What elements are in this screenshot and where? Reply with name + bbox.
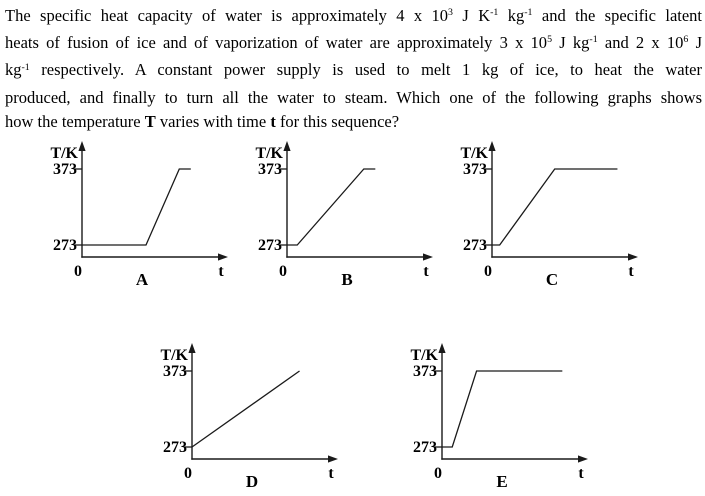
temperature-curve	[82, 169, 191, 245]
panel-label: D	[245, 472, 259, 491]
text-segment: and 2 x 10	[597, 33, 684, 53]
origin-label: 0	[74, 263, 82, 280]
y-tick-label-373: 373	[163, 363, 187, 380]
x-axis-label: t	[423, 263, 429, 280]
x-axis-arrow-icon	[628, 253, 638, 260]
graph-panel-e	[390, 339, 595, 491]
text-segment: -1	[589, 34, 598, 46]
question-line	[5, 58, 702, 85]
y-axis-arrow-icon	[488, 141, 495, 151]
x-axis-arrow-icon	[218, 253, 228, 260]
graph-A-svg	[30, 137, 235, 289]
origin-label: 0	[484, 263, 492, 280]
text-segment: J	[688, 33, 702, 53]
x-axis-arrow-icon	[423, 253, 433, 260]
y-tick-label-273: 273	[258, 237, 282, 254]
text-segment: -1	[21, 61, 30, 73]
y-axis-arrow-icon	[283, 141, 290, 151]
origin-label: 0	[434, 465, 442, 482]
graph-panel-c	[440, 137, 645, 289]
x-axis-label: t	[328, 465, 334, 482]
y-axis-arrow-icon	[78, 141, 85, 151]
x-axis-label: t	[628, 263, 634, 280]
temperature-curve	[492, 169, 617, 245]
y-axis-arrow-icon	[438, 343, 445, 353]
question-line	[5, 86, 702, 110]
panel-label: A	[135, 270, 149, 289]
origin-label: 0	[279, 263, 287, 280]
y-axis-label: T/K	[255, 145, 283, 162]
text-segment: T	[144, 111, 156, 131]
x-axis-arrow-icon	[578, 455, 588, 462]
y-axis-label: T/K	[460, 145, 488, 162]
y-tick-label-373: 373	[53, 161, 77, 178]
graph-B-svg	[235, 137, 440, 289]
text-segment: varies with time	[155, 111, 271, 131]
text-segment: for this sequence?	[275, 111, 400, 131]
question-line	[5, 31, 702, 58]
question-line	[5, 4, 702, 31]
text-segment: J K	[452, 6, 491, 25]
y-axis-label: T/K	[410, 347, 438, 364]
panel-label: C	[545, 270, 559, 289]
y-tick-label-373: 373	[258, 161, 282, 178]
text-segment: 5	[547, 34, 552, 46]
panel-label: B	[341, 270, 353, 289]
text-segment: -1	[490, 7, 499, 19]
y-tick-label-273: 273	[163, 439, 187, 456]
y-tick-label-273: 273	[53, 237, 77, 254]
text-segment: and the specific latent	[532, 6, 702, 25]
text-segment: 6	[683, 34, 689, 46]
text-segment: respectively. A constant power supply is used to melt 1 kg of ice, to heat the water	[29, 60, 702, 80]
origin-label: 0	[184, 465, 192, 482]
graph-C-svg	[440, 137, 645, 289]
graph-panel-d	[140, 339, 345, 491]
text-segment: The specific heat capacity of water is approximately 4 x 10	[5, 6, 449, 25]
text-segment: how the temperature	[5, 111, 145, 131]
text-segment: -1	[524, 7, 533, 19]
x-axis-label: t	[218, 263, 224, 280]
panel-label: E	[496, 472, 508, 491]
question-text	[5, 4, 702, 134]
y-tick-label-373: 373	[413, 363, 437, 380]
x-axis-arrow-icon	[328, 455, 338, 462]
temperature-curve	[192, 371, 300, 447]
text-segment: heats of fusion of ice and of vaporization of water are approximately 3 x 10	[5, 33, 548, 53]
y-tick-label-273: 273	[463, 237, 487, 254]
graph-panel-a	[30, 137, 235, 289]
text-segment: J kg	[552, 33, 590, 53]
y-axis-label: T/K	[160, 347, 188, 364]
temperature-curve	[442, 371, 562, 447]
graph-E-svg	[390, 339, 595, 491]
temperature-curve	[287, 169, 375, 245]
text-segment: kg	[5, 60, 22, 80]
text-segment: 3	[448, 7, 453, 19]
y-axis-arrow-icon	[188, 343, 195, 353]
text-segment: produced, and finally to turn all the water to steam. Which one of the following graphs shows	[5, 87, 702, 107]
text-segment: t	[270, 111, 276, 131]
graph-panel-b	[235, 137, 440, 289]
y-tick-label-273: 273	[413, 439, 437, 456]
question-line	[5, 110, 702, 134]
text-segment: kg	[498, 6, 525, 25]
y-tick-label-373: 373	[463, 161, 487, 178]
y-axis-label: T/K	[50, 145, 78, 162]
x-axis-label: t	[578, 465, 584, 482]
graph-D-svg	[140, 339, 345, 491]
